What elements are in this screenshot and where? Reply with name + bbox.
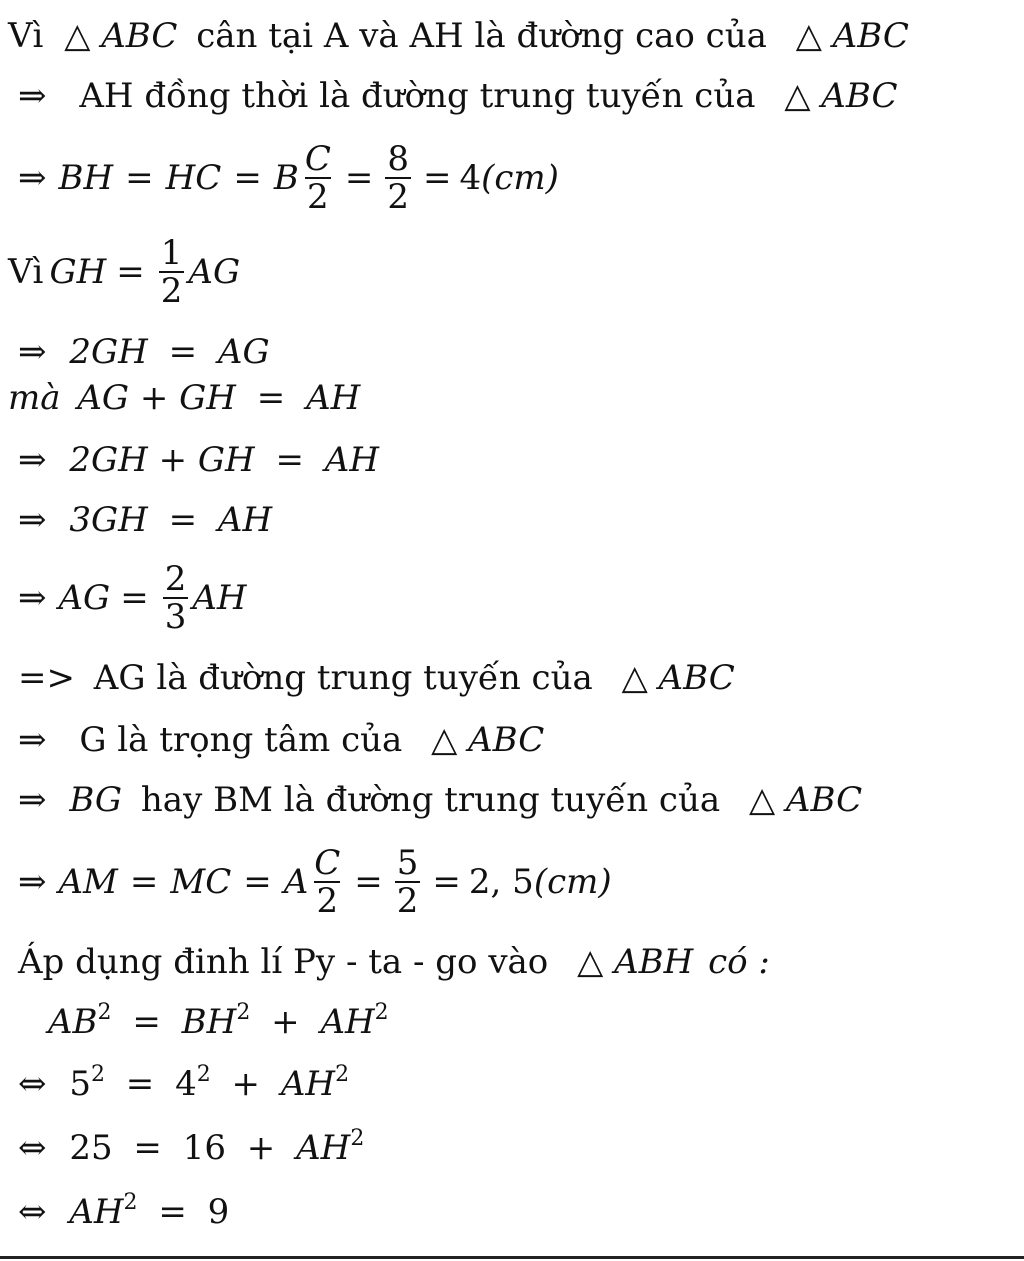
line-14	[18, 942, 770, 982]
exponent: 2	[196, 1062, 211, 1087]
math-var: ABC	[821, 76, 898, 116]
fraction	[395, 845, 421, 919]
triangle-symbol: △	[621, 658, 648, 698]
math-var: AH	[192, 578, 247, 618]
line-8	[18, 500, 272, 540]
equals-sign: =	[243, 862, 272, 902]
denominator: 2	[387, 177, 409, 217]
math-var: AG	[217, 332, 270, 372]
line-1	[8, 16, 909, 56]
math-expr: 2GH	[69, 332, 148, 372]
line-16	[18, 1064, 349, 1104]
math-var: BH	[58, 158, 114, 198]
equals-sign: =	[125, 1064, 155, 1104]
math-var: AH	[320, 1002, 375, 1042]
equals-sign: =	[432, 862, 461, 902]
math-var: A	[283, 862, 309, 902]
number: 9	[207, 1192, 230, 1232]
math-var: ABC	[468, 720, 545, 760]
math-var: BH	[181, 1002, 237, 1042]
math-var: GH	[49, 252, 107, 292]
line-17	[18, 1128, 364, 1168]
denominator: 2	[316, 881, 339, 921]
equals-sign: =	[125, 158, 154, 198]
exponent: 2	[123, 1190, 138, 1215]
implies-arrow: ⇒	[18, 862, 47, 902]
fraction	[385, 141, 411, 215]
implies-arrow: ⇒	[18, 440, 47, 480]
triangle-symbol: △	[431, 720, 458, 760]
math-var: AH	[280, 1064, 336, 1104]
triangle-symbol: △	[64, 16, 91, 56]
unit: (cm)	[481, 158, 559, 198]
numerator: 5	[396, 843, 419, 883]
implies-arrow: ⇒	[18, 720, 47, 760]
equals-sign: =	[168, 332, 198, 372]
text: có :	[708, 942, 770, 982]
math-var: ABC	[658, 658, 735, 698]
equals-sign: =	[354, 862, 383, 902]
numerator: C	[304, 139, 331, 179]
triangle-symbol: △	[795, 16, 822, 56]
text: AH đồng thời là đường trung tuyến của	[79, 76, 756, 116]
implies-arrow: ⇒	[18, 158, 47, 198]
line-7	[18, 440, 379, 480]
numerator: 2	[164, 559, 187, 599]
math-var: AH	[296, 1128, 351, 1168]
plus-sign: +	[231, 1064, 261, 1104]
bottom-border	[0, 1256, 1024, 1259]
exponent: 2	[374, 1000, 389, 1025]
plus-sign: +	[246, 1128, 276, 1168]
math-var: AH	[69, 1192, 124, 1232]
iff-arrow: ⇔	[18, 1064, 47, 1104]
math-var: AH	[306, 378, 361, 418]
triangle-symbol: △	[748, 780, 776, 820]
denominator: 2	[396, 881, 419, 921]
implies-arrow: ⇒	[18, 332, 47, 372]
number: 4	[459, 158, 482, 198]
fraction	[163, 561, 189, 635]
line-10	[18, 658, 735, 698]
implies-arrow: ⇒	[18, 578, 47, 618]
exponent: 2	[97, 1000, 112, 1025]
exponent: 2	[335, 1062, 350, 1087]
math-var: ABC	[785, 780, 863, 820]
equals-sign: =	[275, 440, 304, 480]
text: Áp dụng đinh lí Py - ta - go vào	[18, 942, 549, 982]
fraction	[303, 141, 333, 215]
numerator: 8	[387, 139, 409, 179]
line-5	[18, 332, 270, 372]
exponent: 2	[350, 1126, 365, 1151]
math-var: ABH	[614, 942, 694, 982]
math-var: ABC	[832, 16, 909, 56]
text: mà	[8, 378, 61, 418]
math-expr: 2GH + GH	[69, 440, 255, 480]
text: hay BM là đường trung tuyến của	[140, 780, 721, 820]
line-9	[18, 558, 247, 638]
equals-sign: =	[422, 158, 452, 198]
math-var: AG	[188, 252, 241, 292]
iff-arrow: ⇔	[18, 1192, 47, 1232]
number: 16	[182, 1128, 226, 1168]
math-var: AH	[324, 440, 380, 480]
equals-sign: =	[129, 862, 159, 902]
denominator: 2	[307, 177, 329, 217]
implies-arrow: ⇒	[18, 500, 47, 540]
number: 5	[69, 1064, 91, 1104]
implies-arrow: ⇒	[18, 76, 47, 116]
text: G là trọng tâm của	[79, 720, 403, 760]
line-13	[18, 842, 612, 922]
math-var: AM	[58, 862, 118, 902]
number: 25	[69, 1128, 113, 1168]
math-var: ABC	[101, 16, 178, 56]
implies-arrow: =>	[18, 658, 75, 698]
text: AG là đường trung tuyến của	[93, 658, 593, 698]
triangle-symbol: △	[784, 76, 811, 116]
line-6	[8, 378, 360, 418]
unit: (cm)	[533, 862, 612, 902]
number: 4	[175, 1064, 197, 1104]
equals-sign: =	[133, 1128, 162, 1168]
denominator: 3	[164, 597, 187, 637]
math-expr: AG + GH	[77, 378, 236, 418]
equals-sign: =	[344, 158, 374, 198]
line-15	[48, 1002, 389, 1042]
line-11	[18, 720, 544, 760]
line-2	[18, 76, 897, 116]
math-var: B	[273, 158, 299, 198]
exponent: 2	[90, 1062, 105, 1087]
math-var: HC	[165, 158, 222, 198]
equals-sign: =	[120, 578, 149, 618]
line-12	[18, 780, 862, 820]
math-var: BG	[69, 780, 123, 820]
numerator: 1	[160, 233, 183, 273]
equals-sign: =	[168, 500, 198, 540]
line-18	[18, 1192, 229, 1232]
fraction	[159, 235, 185, 309]
text: Vì	[8, 16, 44, 56]
denominator: 2	[160, 271, 183, 311]
math-var: AH	[217, 500, 273, 540]
math-var: AB	[48, 1002, 98, 1042]
exponent: 2	[236, 1000, 251, 1025]
text: Vì	[8, 252, 44, 292]
math-var: AG	[58, 578, 111, 618]
equals-sign: =	[256, 378, 286, 418]
math-expr: 3GH	[69, 500, 148, 540]
implies-arrow: ⇒	[18, 780, 47, 820]
triangle-symbol: △	[577, 942, 604, 982]
equals-sign: =	[132, 1002, 161, 1042]
plus-sign: +	[271, 1002, 300, 1042]
iff-arrow: ⇔	[18, 1128, 47, 1168]
line-4	[8, 232, 240, 312]
line-3	[18, 138, 559, 218]
equals-sign: =	[233, 158, 262, 198]
number: 2, 5	[468, 862, 534, 902]
numerator: C	[314, 843, 341, 883]
equals-sign: =	[158, 1192, 187, 1232]
math-var: MC	[170, 862, 232, 902]
equals-sign: =	[116, 252, 145, 292]
text: cân tại A và AH là đường cao của	[196, 16, 767, 56]
fraction	[312, 845, 342, 919]
